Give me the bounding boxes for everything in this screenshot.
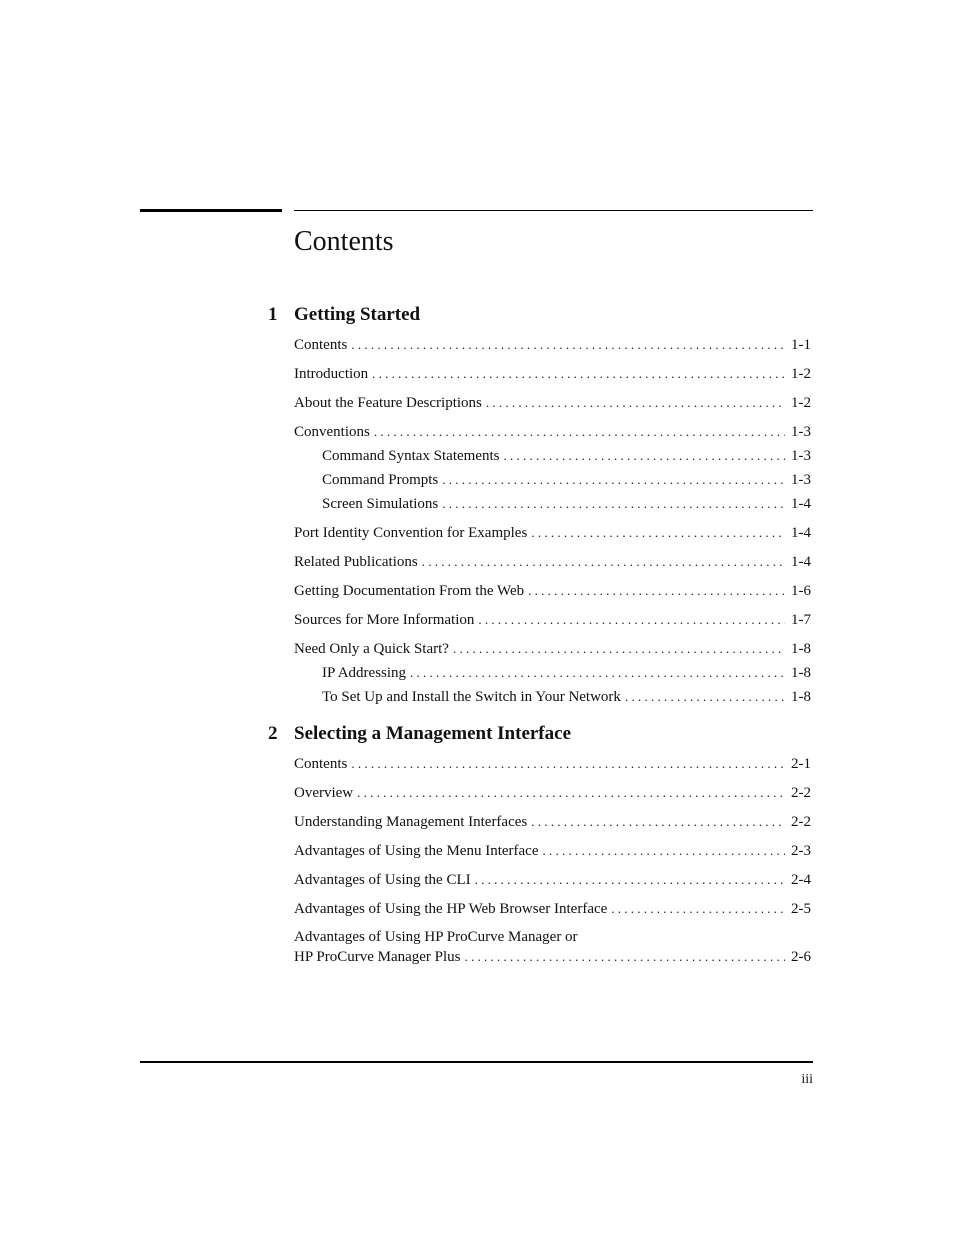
page-number: iii [801, 1072, 813, 1087]
toc-entry[interactable] [294, 783, 811, 803]
dot-leader [372, 364, 785, 383]
toc-entry-label-line1: Advantages of Using HP ProCurve Manager or [294, 929, 578, 945]
dot-leader [351, 335, 785, 354]
dot-leader [374, 422, 785, 441]
dot-leader [625, 687, 785, 706]
toc-entry-label: Port Identity Convention for Examples [294, 525, 528, 541]
toc-entry-page: 1-3 [791, 424, 811, 440]
toc-entry-label: Advantages of Using the Menu Interface [294, 843, 539, 859]
toc-subentry[interactable] [294, 663, 811, 683]
dot-leader [611, 899, 785, 918]
toc-entry-label: Conventions [294, 424, 370, 440]
toc-entry-page: 2-6 [791, 949, 811, 965]
toc-entry-page: 1-6 [791, 583, 811, 599]
dot-leader [442, 470, 785, 489]
dot-leader [486, 393, 785, 412]
toc-entry[interactable] [294, 754, 811, 774]
toc-entry-label: Understanding Management Interfaces [294, 814, 528, 830]
chapter-title: Getting Started [294, 304, 421, 325]
toc-entry-page: 2-1 [791, 756, 811, 772]
dot-leader [528, 581, 785, 600]
toc-entry-label: IP Addressing [322, 665, 407, 681]
dot-leader [465, 947, 785, 966]
dot-leader [422, 552, 785, 571]
toc-entry-page: 1-3 [791, 472, 811, 488]
toc-subentry[interactable] [294, 446, 811, 466]
toc-entry-page: 1-4 [791, 554, 811, 570]
toc-entry-page: 2-5 [791, 901, 811, 917]
toc-entry[interactable] [294, 899, 811, 919]
toc-entry[interactable] [294, 335, 811, 355]
dot-leader [351, 754, 785, 773]
toc-entry[interactable] [294, 393, 811, 413]
toc-entry[interactable] [294, 523, 811, 543]
dot-leader [475, 870, 785, 889]
chapter-number: 2 [268, 723, 278, 744]
toc-entry-label: Screen Simulations [322, 496, 439, 512]
toc-entry-page: 1-2 [791, 395, 811, 411]
chapter-2-entries [294, 745, 811, 967]
toc-entry-label: Related Publications [294, 554, 418, 570]
toc-entry[interactable] [294, 422, 811, 442]
toc-entry-page: 2-3 [791, 843, 811, 859]
toc-subentry[interactable] [294, 470, 811, 490]
toc-entry-page: 2-4 [791, 872, 811, 888]
toc-entry-page: 1-1 [791, 337, 811, 353]
dot-leader [504, 446, 786, 465]
toc-entry-page: 1-8 [791, 665, 811, 681]
toc-entry-label: Advantages of Using the HP Web Browser Interface [294, 901, 608, 917]
toc-entry-label: Getting Documentation From the Web [294, 583, 525, 599]
toc-entry-label: Command Prompts [322, 472, 439, 488]
dot-leader [442, 494, 785, 513]
toc-entry-page: 2-2 [791, 785, 811, 801]
header-rule-thin [294, 210, 813, 211]
page-title: Contents [294, 226, 394, 257]
dot-leader [531, 523, 785, 542]
toc-entry-label: About the Feature Descriptions [294, 395, 482, 411]
toc-subentry[interactable] [294, 494, 811, 514]
toc-entry-label: Sources for More Information [294, 612, 475, 628]
toc-entry[interactable] [294, 841, 811, 861]
toc-entry[interactable] [294, 928, 811, 967]
toc-entry-page: 1-8 [791, 689, 811, 705]
toc-entry-label: Advantages of Using the CLI [294, 872, 471, 888]
toc-entry-page: 1-3 [791, 448, 811, 464]
toc-entry-page: 1-4 [791, 525, 811, 541]
toc-entry[interactable] [294, 364, 811, 384]
toc-entry-label: Introduction [294, 366, 369, 382]
toc-entry[interactable] [294, 581, 811, 601]
dot-leader [478, 610, 785, 629]
chapter-title: Selecting a Management Interface [294, 723, 572, 744]
header-rule-thick [140, 209, 282, 212]
toc-entry-page: 1-8 [791, 641, 811, 657]
footer-rule [140, 1061, 813, 1063]
dot-leader [453, 639, 785, 658]
dot-leader [357, 783, 785, 802]
toc-entry-page: 1-2 [791, 366, 811, 382]
toc-entry[interactable] [294, 812, 811, 832]
dot-leader [543, 841, 786, 860]
toc-entry[interactable] [294, 552, 811, 572]
toc-entry-page: 2-2 [791, 814, 811, 830]
toc-entry-label: To Set Up and Install the Switch in Your Network [322, 689, 621, 705]
toc-entry-label: Contents [294, 337, 348, 353]
chapter-number: 1 [268, 304, 278, 325]
toc-entry-label: Contents [294, 756, 348, 772]
toc-entry-label: Overview [294, 785, 354, 801]
dot-leader [410, 663, 785, 682]
toc-entry-page: 1-4 [791, 496, 811, 512]
dot-leader [531, 812, 785, 831]
toc-entry[interactable] [294, 870, 811, 890]
chapter-1-entries [294, 326, 811, 707]
toc-subentry[interactable] [294, 687, 811, 707]
toc-entry-label: Need Only a Quick Start? [294, 641, 449, 657]
toc-entry[interactable] [294, 639, 811, 659]
toc-entry-label-line2: HP ProCurve Manager Plus [294, 949, 461, 965]
toc-entry-page: 1-7 [791, 612, 811, 628]
toc-entry[interactable] [294, 610, 811, 630]
toc-entry-label: Command Syntax Statements [322, 448, 500, 464]
